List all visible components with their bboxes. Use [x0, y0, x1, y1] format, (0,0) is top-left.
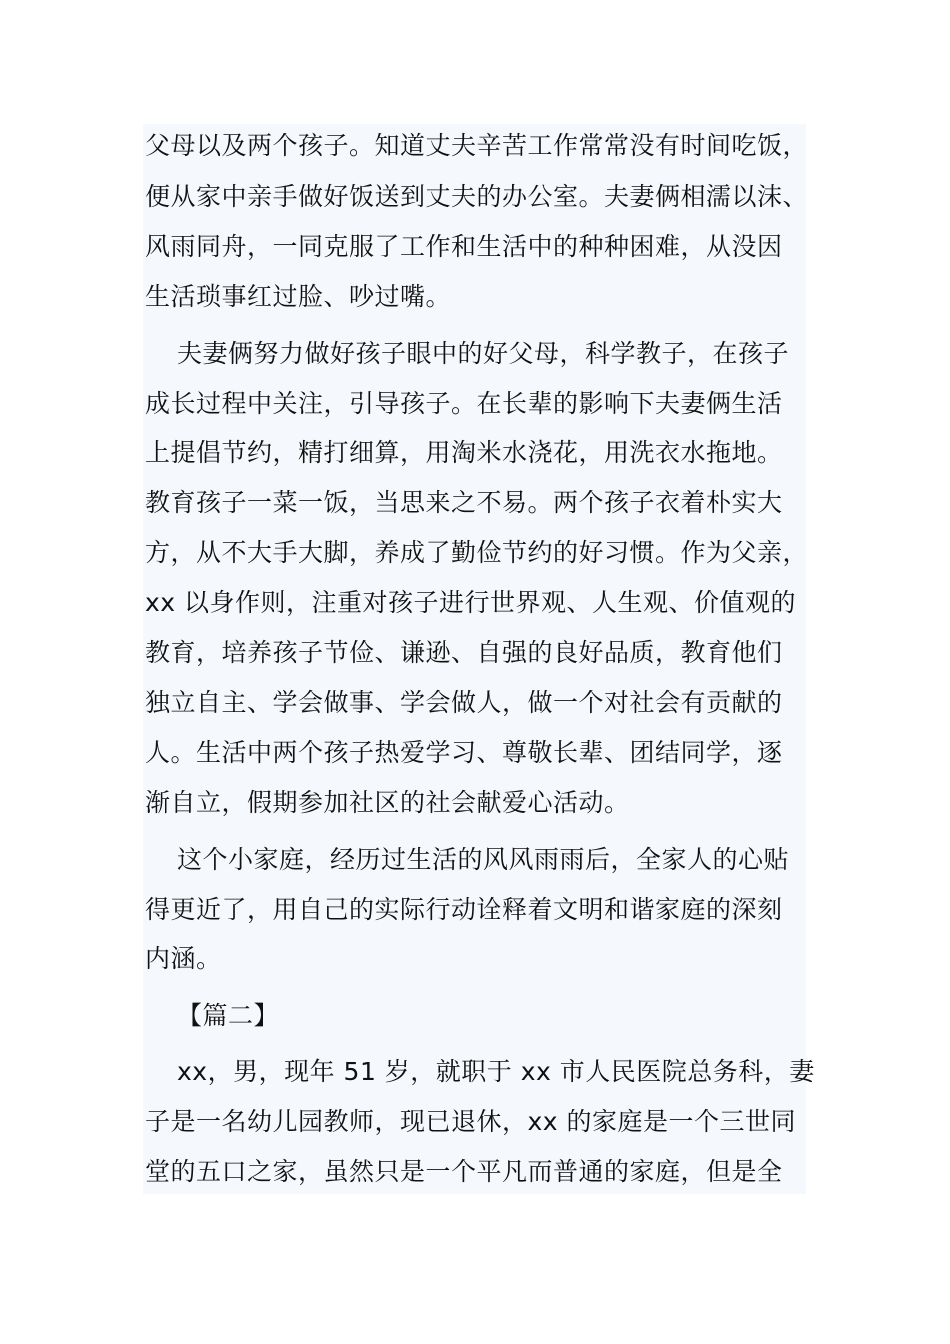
text-line: 教育，培养孩子节俭、谦逊、自强的良好品质，教育他们 [145, 638, 783, 667]
text-line: 便从家中亲手做好饭送到丈夫的办公室。夫妻俩相濡以沫、 [145, 182, 809, 211]
text-line: 子是一名幼儿园教师，现已退休，xx 的家庭是一个三世同 [145, 1107, 797, 1136]
paragraph-start-line: 夫妻俩努力做好孩子眼中的好父母，科学教子，在孩子 [177, 339, 790, 368]
section-heading: 【篇二】 [177, 1001, 280, 1030]
text-line: 人。生活中两个孩子热爱学习、尊敬长辈、团结同学，逐 [145, 738, 783, 767]
text-line: 成长过程中关注，引导孩子。在长辈的影响下夫妻俩生活 [145, 389, 783, 418]
text-line: 渐自立，假期参加社区的社会献爱心活动。 [145, 788, 630, 817]
text-line: 独立自主、学会做事、学会做人，做一个对社会有贡献的 [145, 688, 783, 717]
paragraph-start-line: xx，男，现年 51 岁，就职于 xx 市人民医院总务科，妻 [177, 1057, 815, 1086]
text-line: 内涵。 [145, 944, 222, 973]
text-line: 风雨同舟，一同克服了工作和生活中的种种困难，从没因 [145, 232, 783, 261]
text-line: 得更近了，用自己的实际行动诠释着文明和谐家庭的深刻 [145, 895, 783, 924]
paragraph-start-line: 这个小家庭，经历过生活的风风雨雨后，全家人的心贴 [177, 845, 790, 874]
text-line: 堂的五口之家，虽然只是一个平凡而普通的家庭，但是全 [145, 1157, 783, 1186]
text-line: 教育孩子一菜一饭，当思来之不易。两个孩子衣着朴实大 [145, 488, 783, 517]
text-line: 生活琐事红过脸、吵过嘴。 [145, 282, 452, 311]
text-block [143, 124, 815, 1194]
text-line: xx 以身作则，注重对孩子进行世界观、人生观、价值观的 [145, 588, 797, 617]
text-line: 父母以及两个孩子。知道丈夫辛苦工作常常没有时间吃饭， [145, 131, 809, 160]
text-line: 方，从不大手大脚，养成了勤俭节约的好习惯。作为父亲， [145, 538, 809, 567]
text-line: 上提倡节约，精打细算，用淘米水浇花，用洗衣水拖地。 [145, 438, 783, 467]
